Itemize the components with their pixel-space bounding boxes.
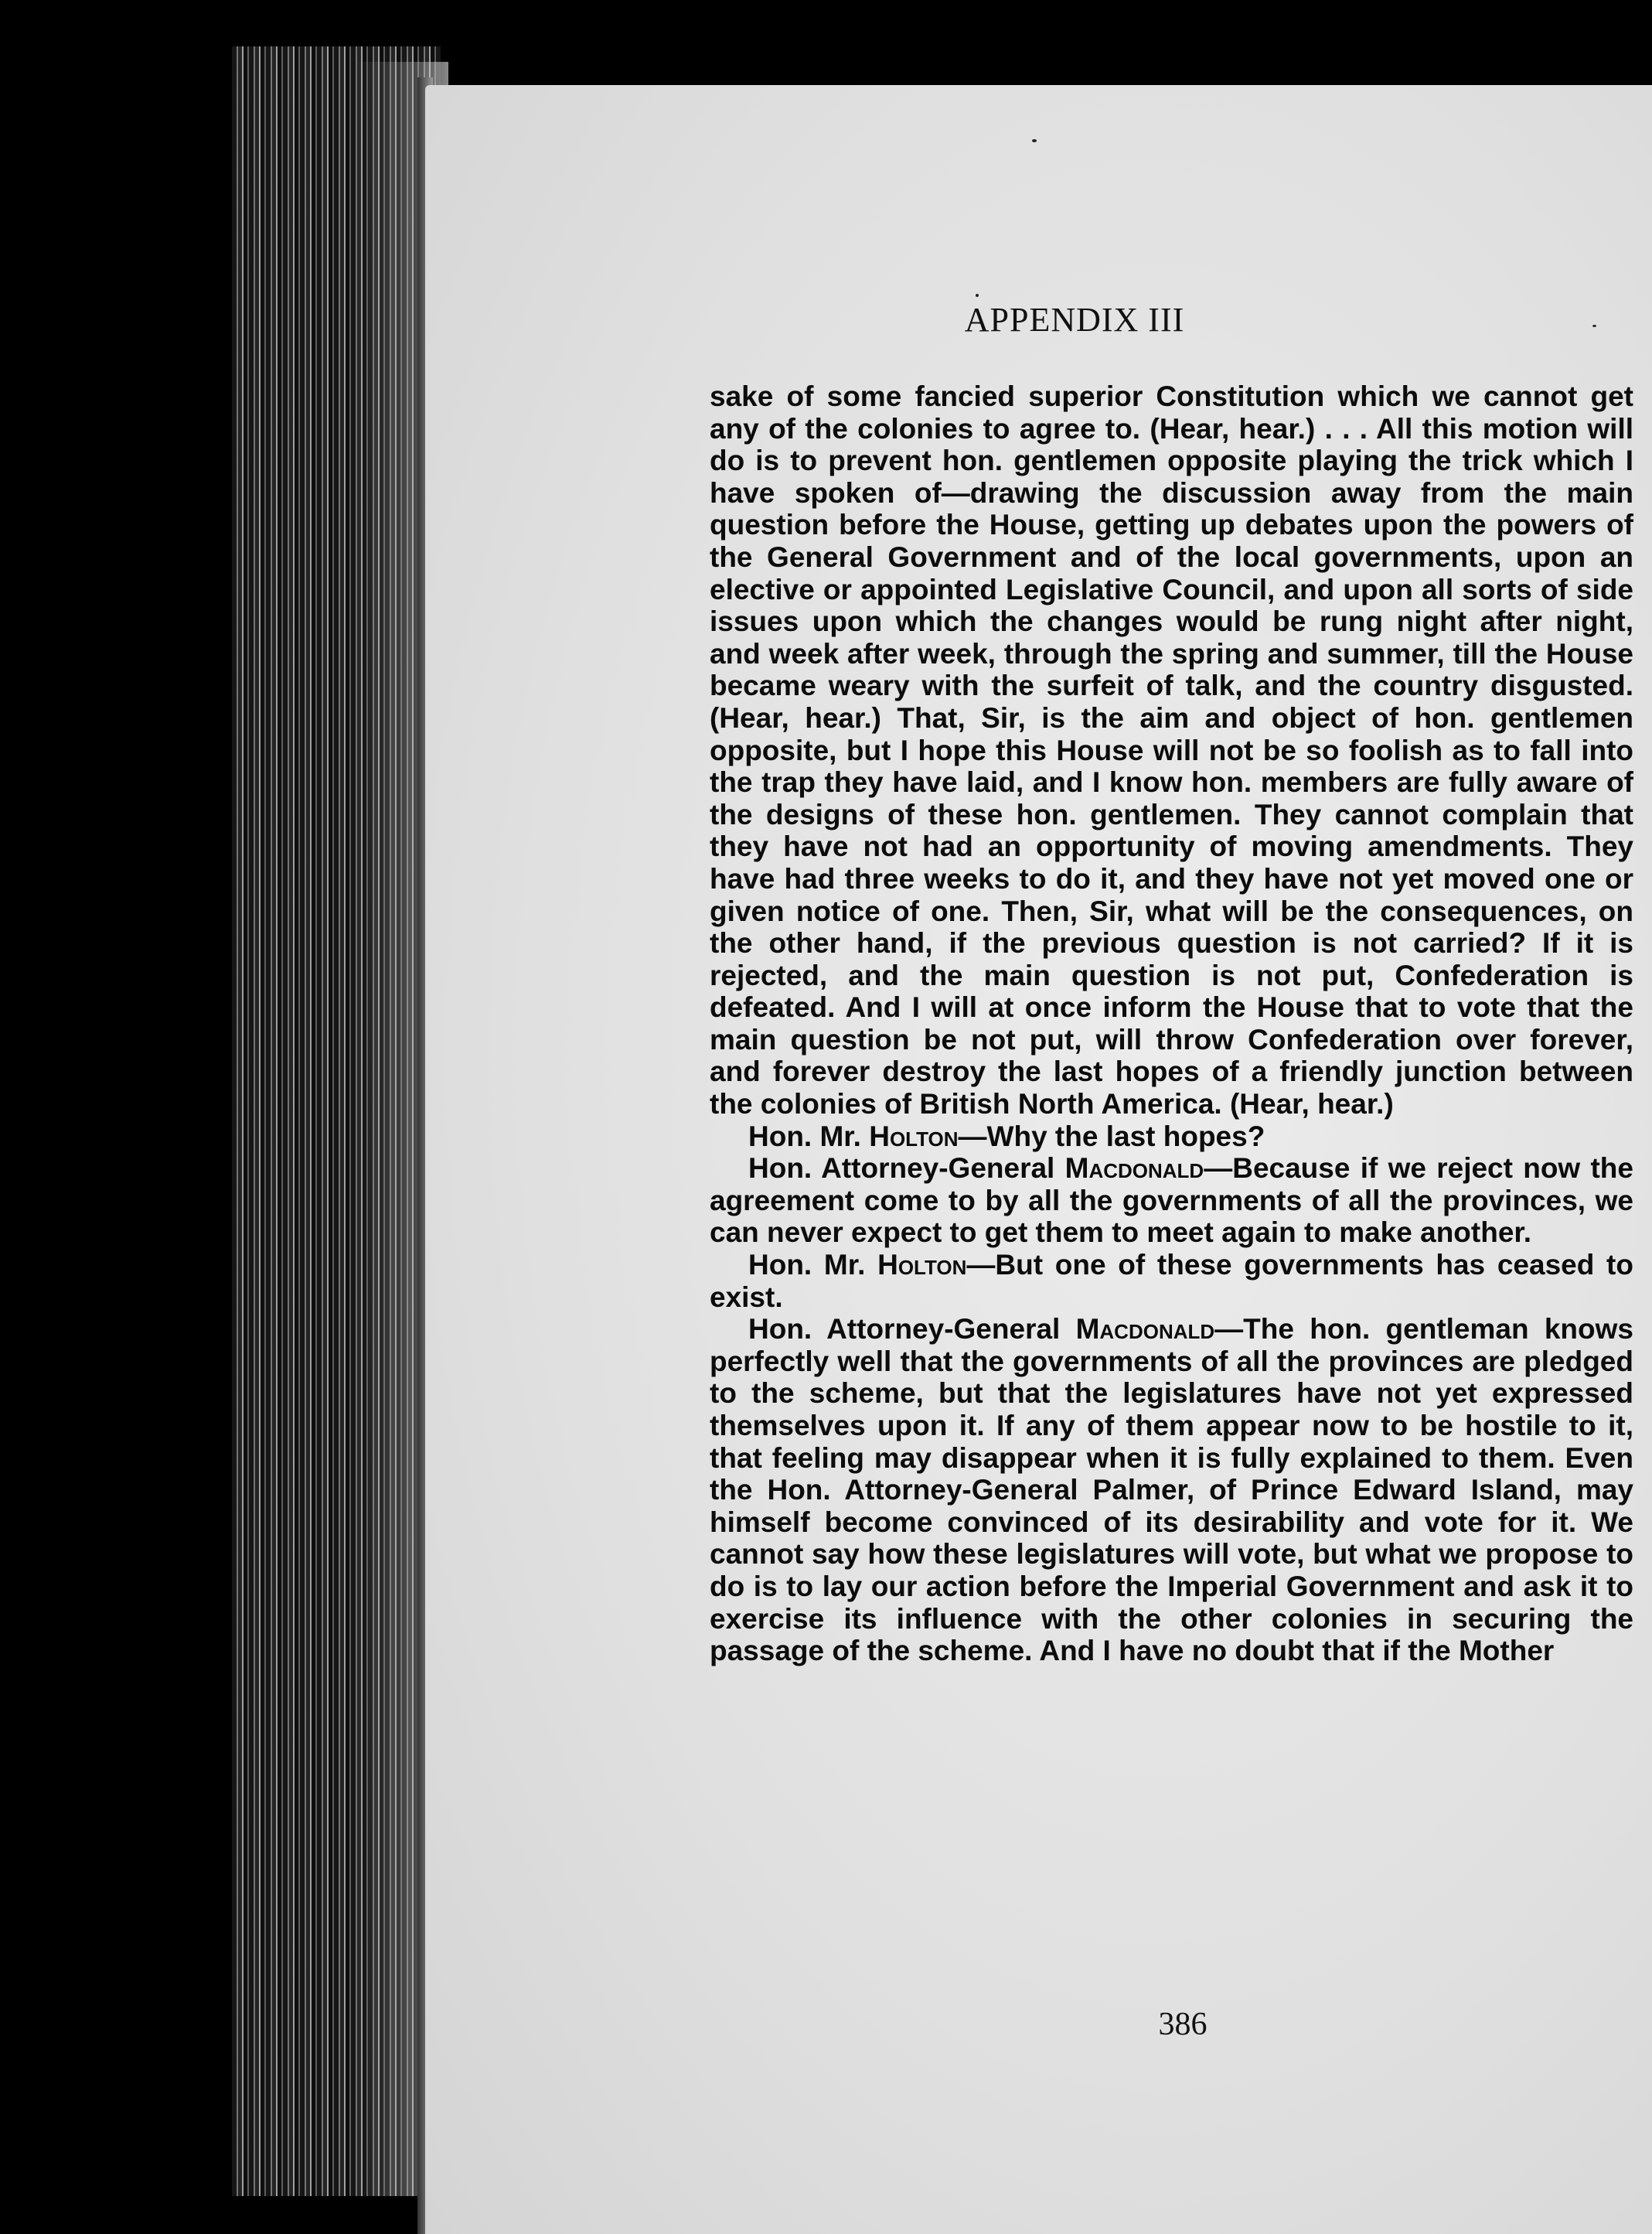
paragraph: sake of some fancied superior Constitution which we cannot get any of the colonies to agree to. (Hear, hear.) . . . All this motion will do is to prevent hon. gentlemen opposite playing the trick which I have spoken of—drawing the discussion away from the main question before the House, getting up debates upon the powers of the General Government and of the local governments, upon an elective or appointed Legislative Council, and upon all sorts of side issues upon which the changes would be rung night after night, and week after week, through the spring and summer, till the House became weary with the surfeit of talk, and the country disgusted. (Hear, hear.) That, Sir, is the aim and object of hon. gentlemen opposite, but I hope this House will not be so foolish as to fall into the trap they have laid, and I know hon. members are fully aware of the designs of these hon. gentlemen. They cannot complain that they have not had an opportunity of moving amendments. They have had three weeks to do it, and they have not yet moved one or given notice of one. Then, Sir, what will be the consequences, on the other hand, if the previous question is not carried? If it is rejected, and the main question is not put, Confederation is defeated. And I will at once inform the House that to vote that the main question be not put, will throw Confederation over forever, and forever destroy the last hopes of a friendly junction between the colonies of British North America. (Hear, hear.) <box>710 380 1633 1120</box>
speaker-name: Holton <box>869 1120 959 1152</box>
dust-speck <box>1592 325 1596 327</box>
paragraph <box>710 1152 1633 1249</box>
page-number: 386 <box>1158 2007 1207 2042</box>
speaker-prefix: Hon. Attorney-General <box>748 1313 1076 1346</box>
speech-text: —Why the last hopes? <box>958 1120 1265 1152</box>
paragraph <box>710 1313 1633 1667</box>
running-head: APPENDIX III <box>964 301 1185 339</box>
speaker-prefix: Hon. Mr. <box>748 1249 878 1281</box>
speaker-prefix: Hon. Attorney-General <box>748 1152 1065 1185</box>
speech-text: —But one of these governments has ceased to exist. <box>710 1249 1633 1313</box>
paragraph <box>710 1120 1633 1153</box>
speech-text: —The hon. gentleman knows perfectly well that the governments of all the provinces are pledged to the scheme, but that the legislatures have not yet expressed themselves upon it. If any of them appear now to be hostile to it, that feeling may disappear when it is fully explained to them. Even the Hon. Attorney-General Palmer, of Prince Edward Island, may himself become convinced of its desirability and vote for it. We cannot say how these legislatures will vote, but what we propose to do is to lay our action before the Imperial Government and ask it to exercise its influence with the other colonies in securing the passage of the scheme. And I have no doubt that if the Mother <box>710 1313 1633 1667</box>
speech-text: —Because if we reject now the agreement come to by all the governments of all the provinces, we can never expect to get them to meet again to make another. <box>710 1152 1633 1249</box>
speaker-name: Holton <box>877 1249 967 1281</box>
body-text <box>710 380 1633 1667</box>
speaker-prefix: Hon. Mr. <box>748 1120 870 1152</box>
paragraph <box>710 1249 1633 1313</box>
speaker-name: Macdonald <box>1075 1313 1215 1346</box>
speaker-name: Macdonald <box>1064 1152 1204 1185</box>
dust-speck <box>1032 139 1037 142</box>
dust-speck <box>976 294 979 297</box>
